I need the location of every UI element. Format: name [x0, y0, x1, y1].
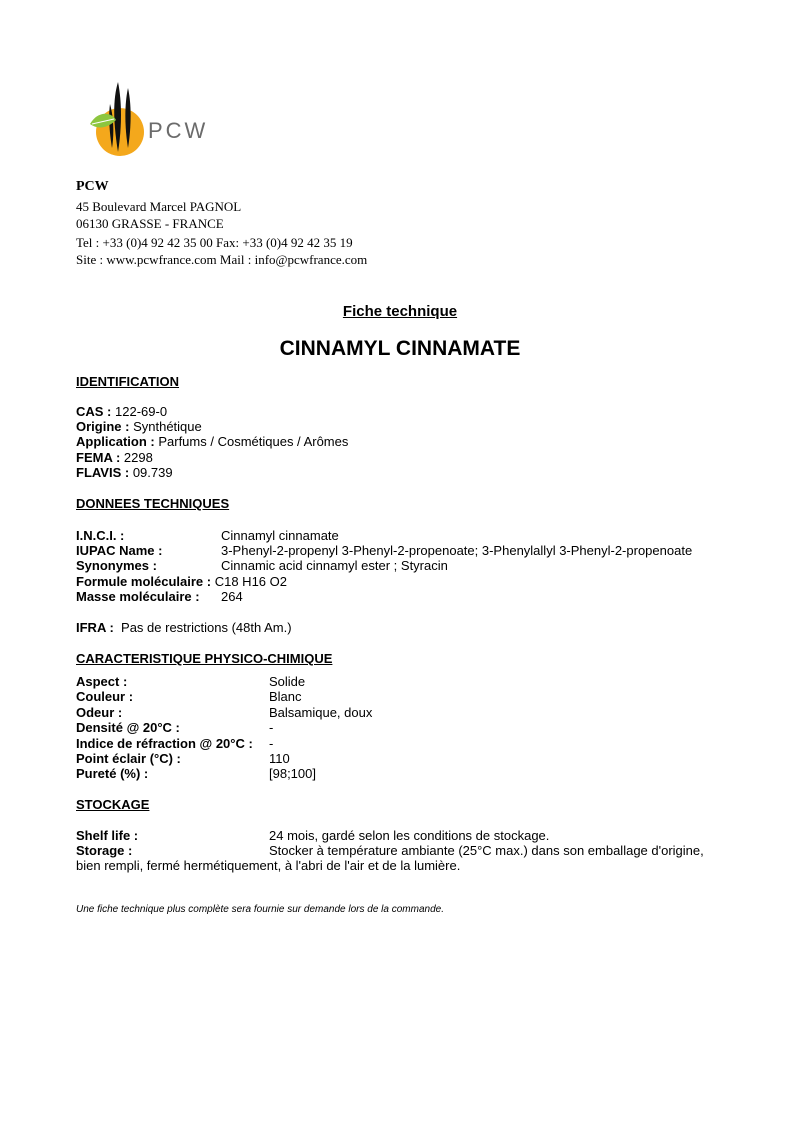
company-name: PCW [76, 179, 109, 194]
shelf-life-label: Shelf life : [76, 828, 139, 843]
physico-row [76, 736, 676, 751]
physico-label: Couleur : [76, 689, 134, 704]
physico-label: Odeur : [76, 705, 123, 720]
identification-value: 2298 [123, 450, 153, 465]
identification-value: 122-69-0 [115, 404, 168, 419]
technical-value: 3-Phenyl-2-propenyl 3-Phenyl-2-propenoate; 3-Phenylallyl 3-Phenyl-2-propenoate [221, 543, 693, 558]
storage-row [76, 843, 726, 873]
technical-row [76, 543, 726, 558]
physico-value: Solide [269, 674, 306, 689]
technical-row [76, 558, 726, 573]
technical-label: I.N.C.I. : [76, 528, 125, 543]
identification-value: Synthétique [133, 419, 202, 434]
company-info [76, 178, 367, 268]
identification-label: FEMA : [76, 450, 121, 465]
technical-value: 264 [221, 589, 243, 604]
physico-row [76, 720, 676, 735]
shelf-life-row [76, 828, 726, 843]
physico-label: Densité @ 20°C : [76, 720, 180, 735]
technical-label: Formule moléculaire : [76, 574, 212, 589]
section-identification-title: IDENTIFICATION [76, 374, 180, 389]
physico-value: - [269, 736, 274, 751]
physico-value: Blanc [269, 689, 302, 704]
ifra-value: Pas de restrictions (48th Am.) [121, 620, 292, 635]
identification-label: CAS : [76, 404, 112, 419]
section-technical-title: DONNEES TECHNIQUES [76, 496, 230, 511]
technical-label: IUPAC Name : [76, 543, 163, 558]
storage-value: Stocker à température ambiante (25°C max.) dans son emballage d'origine, [269, 843, 704, 858]
footer-note: Une fiche technique plus complète sera fournie sur demande lors de la commande. [76, 904, 444, 915]
identification-label: Origine : [76, 419, 130, 434]
storage-value-continued: bien rempli, fermé hermétiquement, à l'abri de l'air et de la lumière. [76, 858, 461, 873]
logo-text: PCW [148, 118, 209, 143]
section-storage-title: STOCKAGE [76, 797, 150, 812]
technical-value: Cinnamyl cinnamate [221, 528, 339, 543]
company-address-line2: 06130 GRASSE - FRANCE [76, 216, 224, 231]
physico-label: Point éclair (°C) : [76, 751, 181, 766]
physico-value: Balsamique, doux [269, 705, 373, 720]
section-physico-title: CARACTERISTIQUE PHYSICO-CHIMIQUE [76, 651, 333, 666]
technical-value: C18 H16 O2 [214, 574, 287, 589]
physico-row [76, 751, 676, 766]
company-phone: Tel : +33 (0)4 92 42 35 00 Fax: +33 (0)4 92 42 35 19 [76, 235, 353, 250]
company-address-line1: 45 Boulevard Marcel PAGNOL [76, 199, 242, 214]
physico-label: Indice de réfraction @ 20°C : [76, 736, 253, 751]
identification-label: FLAVIS : [76, 465, 130, 480]
physico-value: [98;100] [269, 766, 316, 781]
shelf-life-value: 24 mois, gardé selon les conditions de stockage. [269, 828, 550, 843]
physico-row [76, 674, 676, 689]
physico-value: 110 [269, 751, 290, 766]
technical-label: Masse moléculaire : [76, 589, 200, 604]
technical-row [76, 528, 726, 543]
physico-row [76, 689, 676, 704]
ifra-label: IFRA : [76, 620, 114, 635]
technical-value: Cinnamic acid cinnamyl ester ; Styracin [221, 558, 448, 573]
identification-value: Parfums / Cosmétiques / Arômes [158, 434, 349, 449]
identification-label: Application : [76, 434, 155, 449]
ifra-row [76, 620, 292, 635]
physico-value: - [269, 720, 274, 735]
technical-label: Synonymes : [76, 558, 157, 573]
technical-row [76, 589, 726, 604]
physico-row [76, 705, 676, 720]
document-type-title: Fiche technique [342, 303, 458, 320]
physico-label: Aspect : [76, 674, 128, 689]
identification-value: 09.739 [132, 465, 173, 480]
identification-row [76, 450, 153, 465]
physico-row [76, 766, 676, 781]
product-name: CINNAMYL CINNAMATE [279, 337, 521, 360]
identification-row [76, 465, 173, 480]
technical-row [76, 574, 287, 589]
physico-label: Pureté (%) : [76, 766, 149, 781]
identification-row [76, 434, 348, 449]
identification-row [76, 404, 167, 419]
storage-label: Storage : [76, 843, 133, 858]
company-web: Site : www.pcwfrance.com Mail : info@pcwfrance.com [76, 252, 368, 267]
identification-row [76, 419, 202, 434]
